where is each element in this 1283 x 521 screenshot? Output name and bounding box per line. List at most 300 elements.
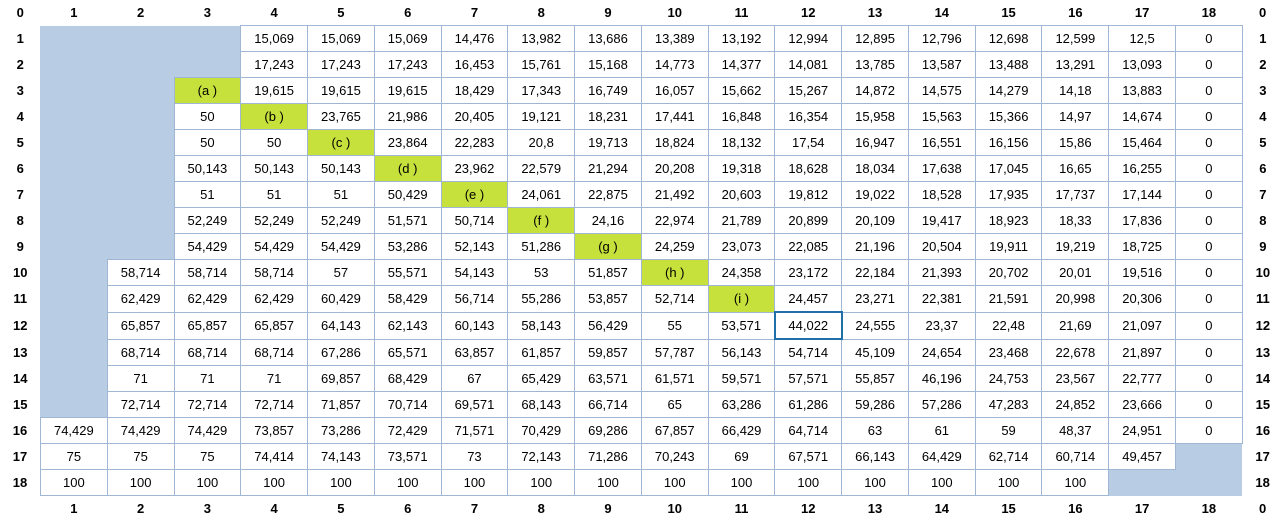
data-cell-r6-c7[interactable]: 23,962 (441, 156, 508, 182)
data-cell-r8-c11[interactable]: 21,789 (708, 208, 775, 234)
column-header-bottom-cell-7[interactable]: 7 (441, 496, 508, 521)
data-cell-r9-c5[interactable]: 54,429 (308, 234, 375, 260)
row-header-left-3[interactable]: 3 (0, 78, 40, 104)
data-cell-r15-c18[interactable]: 0 (1175, 392, 1242, 418)
data-cell-r8-c9[interactable]: 24,16 (575, 208, 642, 234)
data-cell-r14-c9[interactable]: 63,571 (575, 366, 642, 392)
data-cell-r10-c3[interactable]: 58,714 (174, 260, 241, 286)
data-cell-r7-c15[interactable]: 17,935 (975, 182, 1042, 208)
data-cell-r14-c4[interactable]: 71 (241, 366, 308, 392)
data-cell-r10-c15[interactable]: 20,702 (975, 260, 1042, 286)
column-header-top-cell-9[interactable]: 9 (575, 0, 642, 26)
data-cell-r10-c18[interactable]: 0 (1175, 260, 1242, 286)
data-cell-r11-c18[interactable]: 0 (1175, 286, 1242, 313)
data-cell-r1-c12[interactable]: 12,994 (775, 26, 842, 52)
data-cell-r12-c15[interactable]: 22,48 (975, 312, 1042, 339)
row-header-right-17[interactable]: 17 (1242, 444, 1283, 470)
data-cell-r18-c14[interactable]: 100 (908, 470, 975, 496)
data-cell-r14-c18[interactable]: 0 (1175, 366, 1242, 392)
data-cell-r11-c7[interactable]: 56,714 (441, 286, 508, 313)
data-cell-r14-c11[interactable]: 59,571 (708, 366, 775, 392)
data-cell-r5-c17[interactable]: 15,464 (1109, 130, 1176, 156)
row-header-left-14[interactable]: 14 (0, 366, 40, 392)
row-header-right-3[interactable]: 3 (1242, 78, 1283, 104)
row-header-left-4[interactable]: 4 (0, 104, 40, 130)
data-cell-r4-c7[interactable]: 20,405 (441, 104, 508, 130)
data-cell-r15-c15[interactable]: 47,283 (975, 392, 1042, 418)
data-cell-r3-c13[interactable]: 14,872 (842, 78, 909, 104)
data-cell-r7-c17[interactable]: 17,144 (1109, 182, 1176, 208)
data-cell-r7-c5[interactable]: 51 (308, 182, 375, 208)
data-cell-r14-c15[interactable]: 24,753 (975, 366, 1042, 392)
column-header-bottom-cell-1[interactable]: 1 (40, 496, 107, 521)
data-cell-r11-c5[interactable]: 60,429 (308, 286, 375, 313)
data-cell-r9-c8[interactable]: 51,286 (508, 234, 575, 260)
data-cell-r8-c3[interactable]: 52,249 (174, 208, 241, 234)
diagonal-label-cell-r8-c8[interactable]: (f ) (508, 208, 575, 234)
column-header-bottom-cell-2[interactable]: 2 (107, 496, 174, 521)
data-cell-r13-c14[interactable]: 24,654 (908, 339, 975, 366)
data-cell-r8-c12[interactable]: 20,899 (775, 208, 842, 234)
data-cell-r1-c6[interactable]: 15,069 (374, 26, 441, 52)
data-cell-r9-c6[interactable]: 53,286 (374, 234, 441, 260)
column-header-bottom-cell-8[interactable]: 8 (508, 496, 575, 521)
column-header-bottom-cell-5[interactable]: 5 (308, 496, 375, 521)
data-cell-r2-c8[interactable]: 15,761 (508, 52, 575, 78)
data-cell-r11-c9[interactable]: 53,857 (575, 286, 642, 313)
column-header-bottom-cell-10[interactable]: 10 (641, 496, 708, 521)
data-cell-r2-c16[interactable]: 13,291 (1042, 52, 1109, 78)
data-cell-r6-c15[interactable]: 17,045 (975, 156, 1042, 182)
data-cell-r3-c14[interactable]: 14,575 (908, 78, 975, 104)
data-cell-r10-c12[interactable]: 23,172 (775, 260, 842, 286)
data-cell-r1-c11[interactable]: 13,192 (708, 26, 775, 52)
data-cell-r9-c7[interactable]: 52,143 (441, 234, 508, 260)
data-cell-r3-c9[interactable]: 16,749 (575, 78, 642, 104)
data-cell-r1-c17[interactable]: 12,5 (1109, 26, 1176, 52)
data-cell-r14-c2[interactable]: 71 (107, 366, 174, 392)
column-header-bottom-cell-6[interactable]: 6 (374, 496, 441, 521)
data-cell-r11-c14[interactable]: 22,381 (908, 286, 975, 313)
data-cell-r17-c8[interactable]: 72,143 (508, 444, 575, 470)
data-cell-r10-c8[interactable]: 53 (508, 260, 575, 286)
data-cell-r5-c3[interactable]: 50 (174, 130, 241, 156)
data-cell-r17-c16[interactable]: 60,714 (1042, 444, 1109, 470)
data-cell-r13-c18[interactable]: 0 (1175, 339, 1242, 366)
data-cell-r15-c11[interactable]: 63,286 (708, 392, 775, 418)
column-header-top-cell-6[interactable]: 6 (374, 0, 441, 26)
data-cell-r15-c9[interactable]: 66,714 (575, 392, 642, 418)
column-header-top-cell-14[interactable]: 14 (908, 0, 975, 26)
data-cell-r16-c14[interactable]: 61 (908, 418, 975, 444)
row-header-left-8[interactable]: 8 (0, 208, 40, 234)
data-cell-r4-c13[interactable]: 15,958 (842, 104, 909, 130)
data-cell-r15-c17[interactable]: 23,666 (1109, 392, 1176, 418)
data-cell-r17-c13[interactable]: 66,143 (842, 444, 909, 470)
row-header-right-13[interactable]: 13 (1242, 339, 1283, 366)
data-cell-r1-c8[interactable]: 13,982 (508, 26, 575, 52)
data-cell-r11-c8[interactable]: 55,286 (508, 286, 575, 313)
data-cell-r14-c6[interactable]: 68,429 (374, 366, 441, 392)
data-cell-r15-c2[interactable]: 72,714 (107, 392, 174, 418)
data-cell-r18-c16[interactable]: 100 (1042, 470, 1109, 496)
data-cell-r3-c4[interactable]: 19,615 (241, 78, 308, 104)
data-cell-r10-c6[interactable]: 55,571 (374, 260, 441, 286)
data-cell-r17-c12[interactable]: 67,571 (775, 444, 842, 470)
column-header-bottom-cell-17[interactable]: 17 (1109, 496, 1176, 521)
data-cell-r2-c10[interactable]: 14,773 (641, 52, 708, 78)
data-cell-r5-c9[interactable]: 19,713 (575, 130, 642, 156)
data-cell-r17-c3[interactable]: 75 (174, 444, 241, 470)
data-cell-r15-c16[interactable]: 24,852 (1042, 392, 1109, 418)
diagonal-label-cell-r6-c6[interactable]: (d ) (374, 156, 441, 182)
data-cell-r7-c4[interactable]: 51 (241, 182, 308, 208)
data-cell-r1-c13[interactable]: 12,895 (842, 26, 909, 52)
data-cell-r13-c7[interactable]: 63,857 (441, 339, 508, 366)
data-cell-r18-c8[interactable]: 100 (508, 470, 575, 496)
data-cell-r2-c6[interactable]: 17,243 (374, 52, 441, 78)
column-header-top-cell-7[interactable]: 7 (441, 0, 508, 26)
data-cell-r6-c5[interactable]: 50,143 (308, 156, 375, 182)
data-cell-r5-c11[interactable]: 18,132 (708, 130, 775, 156)
data-cell-r7-c10[interactable]: 21,492 (641, 182, 708, 208)
column-header-top-cell-4[interactable]: 4 (241, 0, 308, 26)
data-cell-r13-c6[interactable]: 65,571 (374, 339, 441, 366)
data-cell-r8-c16[interactable]: 18,33 (1042, 208, 1109, 234)
data-cell-r9-c10[interactable]: 24,259 (641, 234, 708, 260)
data-cell-r6-c18[interactable]: 0 (1175, 156, 1242, 182)
data-cell-r3-c11[interactable]: 15,662 (708, 78, 775, 104)
data-cell-r12-c17[interactable]: 21,097 (1109, 312, 1176, 339)
data-cell-r18-c5[interactable]: 100 (308, 470, 375, 496)
data-cell-r15-c3[interactable]: 72,714 (174, 392, 241, 418)
data-cell-r12-c10[interactable]: 55 (641, 312, 708, 339)
data-cell-r15-c8[interactable]: 68,143 (508, 392, 575, 418)
data-cell-r10-c17[interactable]: 19,516 (1109, 260, 1176, 286)
data-cell-r13-c16[interactable]: 22,678 (1042, 339, 1109, 366)
data-cell-r9-c3[interactable]: 54,429 (174, 234, 241, 260)
data-cell-r14-c16[interactable]: 23,567 (1042, 366, 1109, 392)
data-cell-r18-c7[interactable]: 100 (441, 470, 508, 496)
data-cell-r6-c8[interactable]: 22,579 (508, 156, 575, 182)
data-cell-r2-c11[interactable]: 14,377 (708, 52, 775, 78)
data-cell-r16-c5[interactable]: 73,286 (308, 418, 375, 444)
data-cell-r5-c10[interactable]: 18,824 (641, 130, 708, 156)
data-cell-r13-c4[interactable]: 68,714 (241, 339, 308, 366)
row-header-right-10[interactable]: 10 (1242, 260, 1283, 286)
column-header-top-cell-16[interactable]: 16 (1042, 0, 1109, 26)
data-cell-r6-c17[interactable]: 16,255 (1109, 156, 1176, 182)
diagonal-label-cell-r5-c5[interactable]: (c ) (308, 130, 375, 156)
data-cell-r9-c13[interactable]: 21,196 (842, 234, 909, 260)
column-header-top-cell-5[interactable]: 5 (308, 0, 375, 26)
data-cell-r3-c15[interactable]: 14,279 (975, 78, 1042, 104)
data-cell-r16-c4[interactable]: 73,857 (241, 418, 308, 444)
row-header-left-1[interactable]: 1 (0, 26, 40, 52)
data-cell-r16-c15[interactable]: 59 (975, 418, 1042, 444)
data-cell-r1-c9[interactable]: 13,686 (575, 26, 642, 52)
data-cell-r5-c4[interactable]: 50 (241, 130, 308, 156)
data-cell-r7-c8[interactable]: 24,061 (508, 182, 575, 208)
data-cell-r15-c7[interactable]: 69,571 (441, 392, 508, 418)
data-cell-r6-c12[interactable]: 18,628 (775, 156, 842, 182)
data-cell-r10-c14[interactable]: 21,393 (908, 260, 975, 286)
data-cell-r2-c17[interactable]: 13,093 (1109, 52, 1176, 78)
data-cell-r15-c13[interactable]: 59,286 (842, 392, 909, 418)
data-cell-r3-c8[interactable]: 17,343 (508, 78, 575, 104)
data-cell-r9-c15[interactable]: 19,911 (975, 234, 1042, 260)
column-header-bottom-cell-14[interactable]: 14 (908, 496, 975, 521)
data-cell-r8-c18[interactable]: 0 (1175, 208, 1242, 234)
data-cell-r8-c17[interactable]: 17,836 (1109, 208, 1176, 234)
data-cell-r16-c16[interactable]: 48,37 (1042, 418, 1109, 444)
data-cell-r4-c17[interactable]: 14,674 (1109, 104, 1176, 130)
data-cell-r16-c6[interactable]: 72,429 (374, 418, 441, 444)
row-header-right-11[interactable]: 11 (1242, 286, 1283, 313)
row-header-right-9[interactable]: 9 (1242, 234, 1283, 260)
column-header-top-cell-3[interactable]: 3 (174, 0, 241, 26)
row-header-left-7[interactable]: 7 (0, 182, 40, 208)
data-cell-r13-c11[interactable]: 56,143 (708, 339, 775, 366)
data-cell-r7-c11[interactable]: 20,603 (708, 182, 775, 208)
data-cell-r4-c6[interactable]: 21,986 (374, 104, 441, 130)
data-cell-r14-c5[interactable]: 69,857 (308, 366, 375, 392)
row-header-left-5[interactable]: 5 (0, 130, 40, 156)
row-header-left-10[interactable]: 10 (0, 260, 40, 286)
data-cell-r13-c10[interactable]: 57,787 (641, 339, 708, 366)
data-cell-r1-c18[interactable]: 0 (1175, 26, 1242, 52)
data-cell-r8-c7[interactable]: 50,714 (441, 208, 508, 234)
data-cell-r2-c9[interactable]: 15,168 (575, 52, 642, 78)
column-header-bottom-cell-16[interactable]: 16 (1042, 496, 1109, 521)
row-header-right-18[interactable]: 18 (1242, 470, 1283, 496)
data-cell-r12-c16[interactable]: 21,69 (1042, 312, 1109, 339)
data-cell-r9-c4[interactable]: 54,429 (241, 234, 308, 260)
column-header-bottom-cell-15[interactable]: 15 (975, 496, 1042, 521)
data-cell-r10-c4[interactable]: 58,714 (241, 260, 308, 286)
data-cell-r9-c17[interactable]: 18,725 (1109, 234, 1176, 260)
data-cell-r16-c7[interactable]: 71,571 (441, 418, 508, 444)
row-header-right-5[interactable]: 5 (1242, 130, 1283, 156)
data-cell-r4-c14[interactable]: 15,563 (908, 104, 975, 130)
column-header-bottom-cell-11[interactable]: 11 (708, 496, 775, 521)
data-cell-r18-c2[interactable]: 100 (107, 470, 174, 496)
data-cell-r1-c14[interactable]: 12,796 (908, 26, 975, 52)
column-header-top-cell-12[interactable]: 12 (775, 0, 842, 26)
data-cell-r13-c12[interactable]: 54,714 (775, 339, 842, 366)
data-cell-r13-c15[interactable]: 23,468 (975, 339, 1042, 366)
data-cell-r6-c16[interactable]: 16,65 (1042, 156, 1109, 182)
data-cell-r15-c14[interactable]: 57,286 (908, 392, 975, 418)
row-header-left-17[interactable]: 17 (0, 444, 40, 470)
data-cell-r5-c18[interactable]: 0 (1175, 130, 1242, 156)
diagonal-label-cell-r3-c3[interactable]: (a ) (174, 78, 241, 104)
data-cell-r3-c12[interactable]: 15,267 (775, 78, 842, 104)
data-cell-r8-c10[interactable]: 22,974 (641, 208, 708, 234)
column-header-top-cell-2[interactable]: 2 (107, 0, 174, 26)
data-cell-r15-c6[interactable]: 70,714 (374, 392, 441, 418)
data-cell-r6-c14[interactable]: 17,638 (908, 156, 975, 182)
data-cell-r11-c10[interactable]: 52,714 (641, 286, 708, 313)
data-cell-r17-c6[interactable]: 73,571 (374, 444, 441, 470)
data-cell-r12-c11[interactable]: 53,571 (708, 312, 775, 339)
data-cell-r16-c3[interactable]: 74,429 (174, 418, 241, 444)
data-cell-r4-c5[interactable]: 23,765 (308, 104, 375, 130)
data-cell-r3-c7[interactable]: 18,429 (441, 78, 508, 104)
data-cell-r17-c15[interactable]: 62,714 (975, 444, 1042, 470)
data-cell-r10-c13[interactable]: 22,184 (842, 260, 909, 286)
data-cell-r2-c7[interactable]: 16,453 (441, 52, 508, 78)
data-cell-r3-c5[interactable]: 19,615 (308, 78, 375, 104)
row-header-right-15[interactable]: 15 (1242, 392, 1283, 418)
data-cell-r17-c9[interactable]: 71,286 (575, 444, 642, 470)
data-cell-r13-c13[interactable]: 45,109 (842, 339, 909, 366)
data-cell-r9-c18[interactable]: 0 (1175, 234, 1242, 260)
data-cell-r14-c3[interactable]: 71 (174, 366, 241, 392)
row-header-left-16[interactable]: 16 (0, 418, 40, 444)
data-cell-r10-c16[interactable]: 20,01 (1042, 260, 1109, 286)
data-cell-r10-c2[interactable]: 58,714 (107, 260, 174, 286)
data-cell-r18-c9[interactable]: 100 (575, 470, 642, 496)
data-cell-r16-c18[interactable]: 0 (1175, 418, 1242, 444)
data-cell-r12-c7[interactable]: 60,143 (441, 312, 508, 339)
data-cell-r3-c17[interactable]: 13,883 (1109, 78, 1176, 104)
row-header-left-12[interactable]: 12 (0, 312, 40, 339)
data-cell-r1-c10[interactable]: 13,389 (641, 26, 708, 52)
data-cell-r8-c14[interactable]: 19,417 (908, 208, 975, 234)
column-header-top-cell-8[interactable]: 8 (508, 0, 575, 26)
row-header-left-13[interactable]: 13 (0, 339, 40, 366)
column-header-top-cell-13[interactable]: 13 (842, 0, 909, 26)
data-cell-r18-c11[interactable]: 100 (708, 470, 775, 496)
data-cell-r12-c3[interactable]: 65,857 (174, 312, 241, 339)
data-cell-r12-c18[interactable]: 0 (1175, 312, 1242, 339)
diagonal-label-cell-r9-c9[interactable]: (g ) (575, 234, 642, 260)
row-header-left-11[interactable]: 11 (0, 286, 40, 313)
data-cell-r9-c14[interactable]: 20,504 (908, 234, 975, 260)
diagonal-label-cell-r10-c10[interactable]: (h ) (641, 260, 708, 286)
data-cell-r11-c13[interactable]: 23,271 (842, 286, 909, 313)
column-header-top-cell-15[interactable]: 15 (975, 0, 1042, 26)
data-cell-r4-c12[interactable]: 16,354 (775, 104, 842, 130)
data-cell-r4-c10[interactable]: 17,441 (641, 104, 708, 130)
data-cell-r6-c9[interactable]: 21,294 (575, 156, 642, 182)
row-header-right-14[interactable]: 14 (1242, 366, 1283, 392)
data-cell-r4-c18[interactable]: 0 (1175, 104, 1242, 130)
data-cell-r17-c4[interactable]: 74,414 (241, 444, 308, 470)
row-header-right-1[interactable]: 1 (1242, 26, 1283, 52)
column-header-bottom-cell-4[interactable]: 4 (241, 496, 308, 521)
data-cell-r4-c11[interactable]: 16,848 (708, 104, 775, 130)
data-cell-r6-c10[interactable]: 20,208 (641, 156, 708, 182)
data-cell-r17-c14[interactable]: 64,429 (908, 444, 975, 470)
data-cell-r14-c14[interactable]: 46,196 (908, 366, 975, 392)
data-cell-r10-c9[interactable]: 51,857 (575, 260, 642, 286)
row-header-left-9[interactable]: 9 (0, 234, 40, 260)
diagonal-label-cell-r7-c7[interactable]: (e ) (441, 182, 508, 208)
data-cell-r5-c7[interactable]: 22,283 (441, 130, 508, 156)
data-cell-r5-c6[interactable]: 23,864 (374, 130, 441, 156)
data-cell-r16-c13[interactable]: 63 (842, 418, 909, 444)
row-header-right-7[interactable]: 7 (1242, 182, 1283, 208)
data-cell-r15-c5[interactable]: 71,857 (308, 392, 375, 418)
data-cell-r18-c12[interactable]: 100 (775, 470, 842, 496)
data-cell-r11-c17[interactable]: 20,306 (1109, 286, 1176, 313)
data-cell-r1-c4[interactable]: 15,069 (241, 26, 308, 52)
data-cell-r4-c16[interactable]: 14,97 (1042, 104, 1109, 130)
data-cell-r16-c10[interactable]: 67,857 (641, 418, 708, 444)
row-header-right-12[interactable]: 12 (1242, 312, 1283, 339)
column-header-bottom-cell-9[interactable]: 9 (575, 496, 642, 521)
column-header-bottom-cell-13[interactable]: 13 (842, 496, 909, 521)
column-header-bottom-cell-12[interactable]: 12 (775, 496, 842, 521)
data-cell-r3-c6[interactable]: 19,615 (374, 78, 441, 104)
data-cell-r3-c10[interactable]: 16,057 (641, 78, 708, 104)
data-cell-r4-c3[interactable]: 50 (174, 104, 241, 130)
data-cell-r10-c7[interactable]: 54,143 (441, 260, 508, 286)
column-header-top-cell-17[interactable]: 17 (1109, 0, 1176, 26)
column-header-bottom-cell-18[interactable]: 18 (1175, 496, 1242, 521)
data-cell-r5-c15[interactable]: 16,156 (975, 130, 1042, 156)
column-header-top-cell-1[interactable]: 1 (40, 0, 107, 26)
data-cell-r15-c10[interactable]: 65 (641, 392, 708, 418)
data-cell-r16-c2[interactable]: 74,429 (107, 418, 174, 444)
column-header-bottom-cell-0[interactable] (0, 496, 40, 521)
data-cell-r18-c6[interactable]: 100 (374, 470, 441, 496)
data-cell-r18-c10[interactable]: 100 (641, 470, 708, 496)
data-cell-r15-c4[interactable]: 72,714 (241, 392, 308, 418)
data-cell-r4-c15[interactable]: 15,366 (975, 104, 1042, 130)
data-cell-r10-c11[interactable]: 24,358 (708, 260, 775, 286)
data-cell-r7-c6[interactable]: 50,429 (374, 182, 441, 208)
data-cell-r8-c6[interactable]: 51,571 (374, 208, 441, 234)
data-cell-r12-c13[interactable]: 24,555 (842, 312, 909, 339)
data-cell-r17-c17[interactable]: 49,457 (1109, 444, 1176, 470)
row-header-right-8[interactable]: 8 (1242, 208, 1283, 234)
data-cell-r17-c1[interactable]: 75 (40, 444, 107, 470)
data-cell-r8-c15[interactable]: 18,923 (975, 208, 1042, 234)
data-cell-r7-c16[interactable]: 17,737 (1042, 182, 1109, 208)
data-cell-r12-c5[interactable]: 64,143 (308, 312, 375, 339)
data-cell-r7-c14[interactable]: 18,528 (908, 182, 975, 208)
row-header-right-4[interactable]: 4 (1242, 104, 1283, 130)
data-cell-r14-c8[interactable]: 65,429 (508, 366, 575, 392)
data-cell-r12-c6[interactable]: 62,143 (374, 312, 441, 339)
row-header-right-6[interactable]: 6 (1242, 156, 1283, 182)
data-cell-r12-c14[interactable]: 23,37 (908, 312, 975, 339)
column-header-top-cell-19[interactable]: 0 (1242, 0, 1283, 26)
data-cell-r13-c3[interactable]: 68,714 (174, 339, 241, 366)
data-cell-r14-c7[interactable]: 67 (441, 366, 508, 392)
data-cell-r14-c17[interactable]: 22,777 (1109, 366, 1176, 392)
data-cell-r18-c1[interactable]: 100 (40, 470, 107, 496)
data-cell-r12-c4[interactable]: 65,857 (241, 312, 308, 339)
data-cell-r7-c12[interactable]: 19,812 (775, 182, 842, 208)
data-cell-r18-c4[interactable]: 100 (241, 470, 308, 496)
data-cell-r13-c5[interactable]: 67,286 (308, 339, 375, 366)
data-cell-r18-c13[interactable]: 100 (842, 470, 909, 496)
data-cell-r16-c9[interactable]: 69,286 (575, 418, 642, 444)
data-cell-r11-c16[interactable]: 20,998 (1042, 286, 1109, 313)
data-cell-r16-c17[interactable]: 24,951 (1109, 418, 1176, 444)
data-cell-r2-c15[interactable]: 13,488 (975, 52, 1042, 78)
data-cell-r1-c7[interactable]: 14,476 (441, 26, 508, 52)
selected-cell-r12-c12[interactable]: 44,022 (775, 312, 842, 339)
data-cell-r9-c11[interactable]: 23,073 (708, 234, 775, 260)
data-cell-r2-c14[interactable]: 13,587 (908, 52, 975, 78)
data-cell-r1-c16[interactable]: 12,599 (1042, 26, 1109, 52)
data-cell-r13-c9[interactable]: 59,857 (575, 339, 642, 366)
